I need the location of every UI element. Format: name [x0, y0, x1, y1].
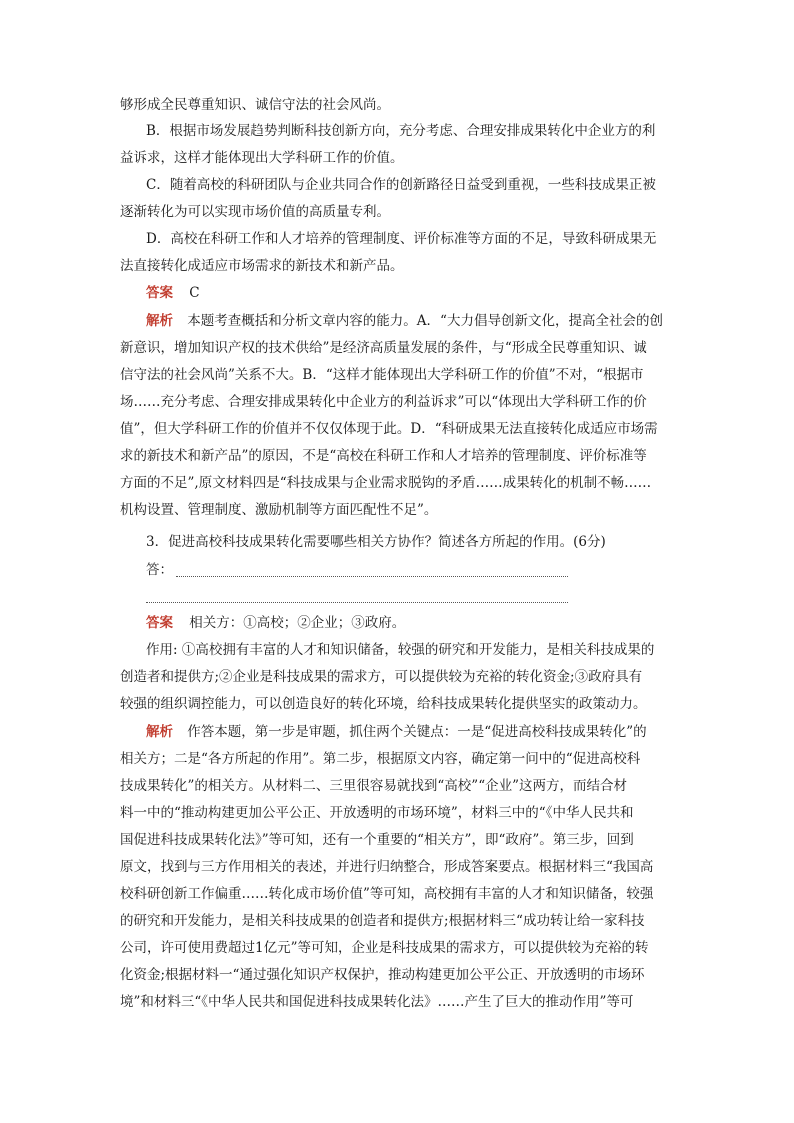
text-line: 较强的组织调控能力，可以创造良好的转化环境，给科技成果转化提供坚实的政策动力。 [120, 696, 647, 712]
answer-blank-line [176, 576, 568, 577]
answer-line [146, 613, 405, 633]
text-line: 机构设置、管理制度、激励机制等方面匹配性不足”。 [120, 502, 438, 518]
analysis-text: 本题考查概括和分析文章内容的能力。A．“大力倡导创新文化，提高全社会的创 [187, 313, 663, 329]
text-line: 的研究和开发能力，是相关科技成果的创造者和提供方;根据材料三“成功转让给一家科技 [120, 913, 645, 929]
text-line: 求的新技术和新产品”的原因，不是“高校在科研工作和人才培养的管理制度、评价标准等 [120, 448, 647, 464]
text-line: 料一中的“推动构建更加公平公正、开放透明的市场环境”，材料三中的“《中华人民共和 [120, 805, 634, 821]
option-c-line: C．随着高校的科研团队与企业共同合作的创新路径日益受到重视，一些科技成果正被 [146, 177, 656, 193]
text-line: 新意识，增加知识产权的技术供给”是经济高质量发展的条件，与“形成全民尊重知识、诚 [120, 340, 647, 356]
answer-prompt: 答： [146, 562, 173, 578]
text-line: 原文，找到与三方作用相关的表述，并进行归纳整合，形成答案要点。根据材料三“我国高 [120, 859, 654, 875]
text-line: 技成果转化”的相关方。从材料二、三里很容易就找到“高校”“企业”这两方，而结合材 [120, 778, 628, 794]
question-3: 3．促进高校科技成果转化需要哪些相关方协作？简述各方所起的作用。(6分) [146, 534, 606, 550]
answer-label: 答案 [146, 615, 173, 631]
text-line: 化资金;根据材料一“通过强化知识产权保护，推动构建更加公平公正、开放透明的市场环 [120, 967, 645, 983]
analysis-label: 解析 [146, 313, 173, 329]
text-line: 作用: ①高校拥有丰富的人才和知识储备，较强的研究和开发能力，是相关科技成果的 [146, 642, 655, 658]
text-line: 境”和材料三“《中华人民共和国促进科技成果转化法》……产生了巨大的推动作用”等可 [120, 994, 634, 1010]
answer-line [146, 283, 200, 303]
option-d-line: D．高校在科研工作和人才培养的管理制度、评价标准等方面的不足，导致科研成果无 [146, 231, 657, 247]
text-line: 益诉求，这样才能体现出大学科研工作的价值。 [120, 150, 404, 166]
answer-blank-line [146, 602, 568, 603]
option-b-line: B．根据市场发展趋势判断科技创新方向，充分考虑、合理安排成果转化中企业方的利 [146, 123, 656, 139]
text-line: 创造者和提供方;②企业是科技成果的需求方，可以提供较为充裕的转化资金;③政府具有 [120, 669, 643, 685]
analysis-line [146, 311, 663, 331]
text-line: 国促进科技成果转化法》”等可知，还有一个重要的“相关方”，即“政府”。第三步，回到 [120, 832, 634, 848]
text-line: 场……充分考虑、合理安排成果转化中企业方的利益诉求”可以“体现出大学科研工作的价 [120, 394, 647, 410]
answer-label: 答案 [146, 285, 173, 301]
text-line: 校科研创新工作偏重……转化成市场价值”等可知，高校拥有丰富的人才和知识储备，较强 [120, 886, 654, 902]
text-line: 够形成全民尊重知识、诚信守法的社会风尚。 [120, 97, 390, 113]
analysis-text: 作答本题，第一步是审题，抓住两个关键点：一是“促进高校科技成果转化”的 [187, 724, 647, 740]
text-line: 相关方；二是“各方所起的作用”。第二步，根据原文内容，确定第一问中的“促进高校科 [120, 751, 641, 767]
text-line: 逐渐转化为可以实现市场价值的高质量专利。 [120, 204, 390, 220]
analysis-line [146, 722, 647, 742]
text-line: 方面的不足”,原文材料四是“科技成果与企业需求脱钩的矛盾……成果转化的机制不畅…… [120, 475, 652, 491]
text-line: 法直接转化成适应市场需求的新技术和新产品。 [120, 258, 404, 274]
text-line: 信守法的社会风尚”关系不大。B．“这样才能体现出大学科研工作的价值”不对，“根据市 [120, 367, 644, 383]
answer-text: 相关方：①高校；②企业；③政府。 [189, 615, 406, 631]
text-line: 值”，但大学科研工作的价值并不仅仅体现于此。D．“科研成果无法直接转化成适应市场需 [120, 421, 658, 437]
analysis-label: 解析 [146, 724, 173, 740]
text-line: 公司，许可使用费超过1亿元”等可知，企业是科技成果的需求方，可以提供较为充裕的转 [120, 940, 649, 956]
answer-text: C [189, 285, 200, 301]
